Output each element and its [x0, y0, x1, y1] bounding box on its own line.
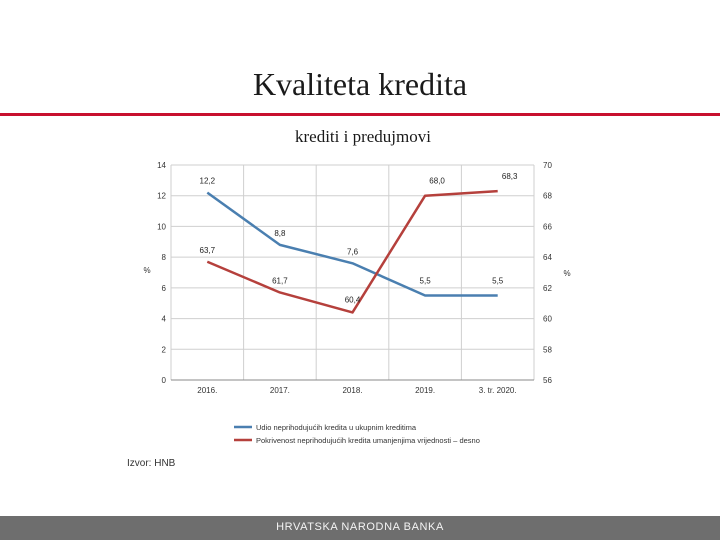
x-tick-label: 3. tr. 2020. — [478, 386, 517, 395]
data-label: 5,5 — [419, 276, 431, 286]
y-left-tick-label: 6 — [161, 283, 166, 293]
x-tick-label: 2017. — [269, 386, 290, 395]
chart-subtitle: krediti i predujmovi — [295, 127, 431, 146]
y-right-tick-label: 64 — [543, 253, 552, 263]
data-label: 60,4 — [344, 295, 361, 305]
y-right-tick-label: 70 — [543, 161, 552, 170]
y-right-tick-label: 58 — [543, 345, 552, 355]
data-label: 61,7 — [272, 276, 288, 286]
slide-title: Kvaliteta kredita — [252, 66, 468, 102]
x-tick-label: 2016. — [197, 386, 218, 395]
y-left-tick-label: 14 — [157, 161, 166, 170]
y-left-tick-label: 4 — [161, 314, 166, 324]
y-right-tick-label: 62 — [543, 283, 552, 293]
x-tick-label: 2019. — [415, 386, 436, 395]
legend-label: Udio neprihodujućih kredita u ukupnim kreditima — [256, 423, 417, 432]
y-left-tick-label: 8 — [161, 253, 166, 263]
y-right-tick-label: 60 — [543, 314, 552, 324]
data-label: 68,0 — [429, 176, 445, 186]
footer-text: HRVATSKA NARODNA BANKA — [276, 521, 444, 533]
data-label: 63,7 — [199, 245, 216, 255]
y-left-tick-label: 12 — [157, 191, 166, 201]
y-right-axis-label: % — [563, 269, 571, 278]
y-right-tick-label: 68 — [543, 191, 552, 201]
x-tick-label: 2018. — [342, 386, 363, 395]
data-label: 8,8 — [274, 228, 286, 238]
y-left-axis-label: % — [143, 266, 151, 275]
footer-bar — [0, 516, 720, 540]
data-label: 12,2 — [199, 176, 216, 186]
y-left-tick-label: 10 — [157, 222, 166, 232]
source-note: Izvor: HNB — [127, 458, 176, 469]
y-right-tick-label: 56 — [543, 376, 552, 385]
data-label: 68,3 — [501, 172, 518, 182]
data-label: 5,5 — [492, 276, 504, 286]
y-left-tick-label: 2 — [161, 345, 166, 355]
data-label: 7,6 — [346, 247, 359, 257]
y-right-tick-label: 66 — [543, 222, 552, 232]
legend-label: Pokrivenost neprihodujućih kredita umanjenjima vrijednosti – desno — [256, 436, 480, 445]
y-left-tick-label: 0 — [161, 376, 166, 385]
